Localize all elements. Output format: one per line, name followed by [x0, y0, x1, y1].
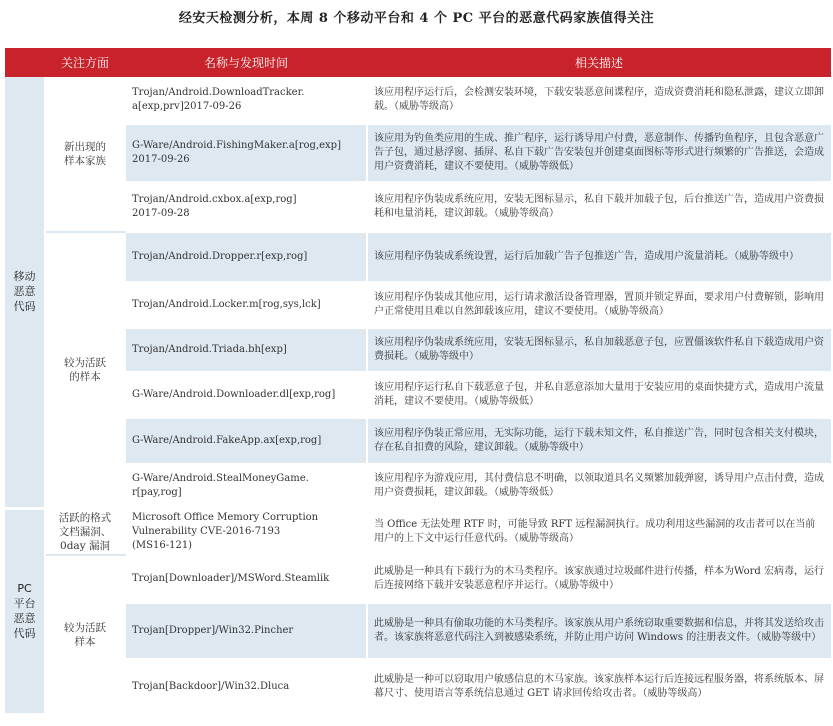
table-row: [5, 418, 831, 464]
header-name-time: 名称与发现时间: [125, 48, 367, 77]
sample-description: 该应用程序伪装正常应用，无实际功能，运行下载未知文件，私自推送广告，同时包含相关支付模块，存在私自扣费的风险，建议卸载。（威胁等级中）: [367, 418, 831, 464]
sample-name: Trojan/Android.DownloadTracker. a[exp,prv]2017-09-26: [125, 77, 367, 124]
sample-name: Trojan[Backdoor]/Win32.Dluca: [125, 659, 367, 713]
sample-name: Trojan/Android.Dropper.r[exp,rog]: [125, 232, 367, 282]
subgroup-vulnerabilities: 活跃的格式 文档漏洞、 0day 漏洞: [45, 508, 125, 555]
table-caption: 经安天检测分析，本周 8 个移动平台和 4 个 PC 平台的恶意代码家族值得关注: [178, 11, 655, 26]
table-row: [5, 659, 831, 713]
table-row: [5, 232, 831, 282]
sample-description: 该应用为钓鱼类应用的生成、推广程序，运行诱导用户付费，恶意制作、传播钓鱼程序，且包含恶意广告子包，通过悬浮窗、插屏、私自下载广告安装包并创建桌面图标等形式进行频繁的广告推送，会造成用户资费消耗，建议不要使用。（威胁等级低）: [367, 124, 831, 182]
sample-name: Trojan/Android.cxbox.a[exp,rog] 2017-09-28: [125, 182, 367, 232]
category-pc: PC 平台 恶意 代码: [5, 508, 45, 713]
table-row: [5, 372, 831, 418]
sample-name: Trojan/Android.Triada.bh[exp]: [125, 328, 367, 372]
table-header-row: [5, 48, 831, 77]
table-row: [5, 124, 831, 182]
sample-description: 当 Office 无法处理 RTF 时，可能导致 RFT 远程漏洞执行。成功利用这些漏洞的攻击者可以在当前用户的上下文中运行任意代码。（威胁等级高）: [367, 508, 831, 555]
sample-description: 此威胁是一种具有下载行为的木马类程序。该家族通过垃圾邮件进行传播，样本为Word 宏病毒，运行后连接网络下载并安装恶意程序并运行。（威胁等级中）: [367, 555, 831, 603]
table-row: [5, 282, 831, 328]
table-row: [5, 603, 831, 659]
category-mobile: 移动 恶意 代码: [5, 77, 45, 508]
table-row: [5, 555, 831, 603]
sample-name: G-Ware/Android.StealMoneyGame. r[pay,rog]: [125, 464, 367, 508]
sample-name: Trojan[Downloader]/MSWord.Steamlik: [125, 555, 367, 603]
sample-description: 该应用程序运行私自下载恶意子包，并私自恶意添加大量用于安装应用的桌面快捷方式，造成用户流量消耗，建议不要使用。（威胁等级低）: [367, 372, 831, 418]
table-row: [5, 77, 831, 124]
subgroup-active-samples: 较为活跃 的样本: [45, 232, 125, 508]
sample-description: 此威胁是一种具有偷取功能的木马类程序。该家族从用户系统窃取重要数据和信息，并将其发送给攻击者。该家族将恶意代码注入到被感染系统，并防止用户访问 Windows 的注册表文件。（威胁等级中）: [367, 603, 831, 659]
header-blank: [5, 48, 45, 77]
table-row: [5, 464, 831, 508]
sample-name: Microsoft Office Memory Corruption Vulnerability CVE-2016-7193 (MS16-121): [125, 508, 367, 555]
malware-family-table: [5, 48, 831, 713]
subgroup-new-families: 新出现的 样本家族: [45, 77, 125, 232]
subgroup-pc-active-samples: 较为活跃 样本: [45, 555, 125, 713]
sample-description: 该应用程序伪装成系统应用，安装无图标显示，私自下载并加载子包，后台推送广告，造成用户资费损耗和电量消耗，建议卸载。（威胁等级高）: [367, 182, 831, 232]
table-row: [5, 508, 831, 555]
sample-name: Trojan/Android.Locker.m[rog,sys,lck]: [125, 282, 367, 328]
sample-description: 该应用程序伪装成其他应用，运行请求激活设备管理器，置顶并锁定界面，要求用户付费解锁，影响用户正常使用且难以自然卸载该应用，建议不要使用。（威胁等级高）: [367, 282, 831, 328]
sample-name: G-Ware/Android.Downloader.dl[exp,rog]: [125, 372, 367, 418]
sample-name: Trojan[Dropper]/Win32.Pincher: [125, 603, 367, 659]
table-row: [5, 182, 831, 232]
sample-description: 该应用程序运行后，会检测安装环境，下载安装恶意间谍程序，造成资费消耗和隐私泄露，建议立即卸载。（威胁等级高）: [367, 77, 831, 124]
sample-name: G-Ware/Android.FishingMaker.a[rog,exp] 2017-09-26: [125, 124, 367, 182]
sample-description: 该应用程序伪装成系统应用，安装无图标显示，私自加载恶意子包，应置僵该软件私自下载造成用户资费损耗。（威胁等级中）: [367, 328, 831, 372]
sample-description: 该应用程序为游戏应用，其付费信息不明确，以领取道具名义频繁加载弹窗，诱导用户点击付费，造成用户资费损耗，建议卸载。（威胁等级低）: [367, 464, 831, 508]
table-row: [5, 328, 831, 372]
sample-name: G-Ware/Android.FakeApp.ax[exp,rog]: [125, 418, 367, 464]
sample-description: 此威胁是一种可以窃取用户敏感信息的木马家族。该家族样本运行后连接远程服务器，将系统版本、屏幕尺寸、使用语言等系统信息通过 GET 请求回传给攻击者。（威胁等级高）: [367, 659, 831, 713]
header-description: 相关描述: [367, 48, 831, 77]
header-focus: 关注方面: [45, 48, 125, 77]
sample-description: 该应用程序伪装成系统设置，运行后加载广告子包推送广告，造成用户流量消耗。（威胁等级中）: [367, 232, 831, 282]
